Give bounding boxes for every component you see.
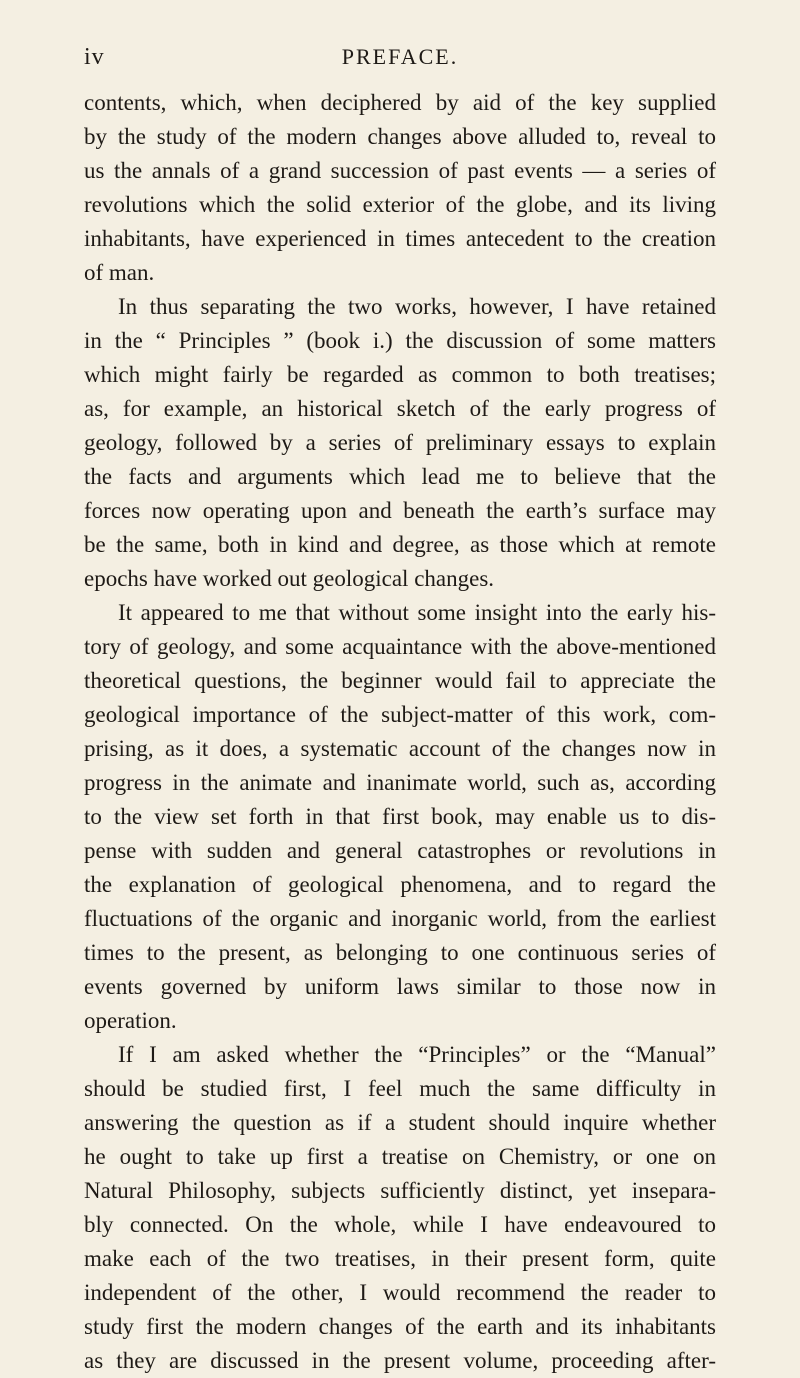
text-line: geological importance of the subject-matter of this work, com- — [84, 702, 716, 727]
text-line: make each of the two treatises, in their present form, quite — [84, 1246, 716, 1271]
text-line: be the same, both in kind and degree, as those which at remote — [84, 532, 716, 557]
text-line: which might fairly be regarded as common to both treatises; — [84, 362, 716, 387]
text-line: bly connected. On the whole, while I have endeavoured to — [84, 1212, 716, 1237]
text-line: events governed by uniform laws similar to those now in — [84, 974, 716, 999]
running-head — [84, 44, 716, 84]
text-line: independent of the other, I would recommend the reader to — [84, 1280, 716, 1305]
text-line: revolutions which the solid exterior of the globe, and its living — [84, 192, 716, 217]
page-number: iv — [84, 44, 105, 70]
text-line: operation. — [84, 1008, 177, 1033]
text-line: of man. — [84, 260, 155, 285]
text-line: theoretical questions, the beginner would fail to appreciate the — [84, 668, 716, 693]
text-line: answering the question as if a student should inquire whether — [84, 1110, 716, 1135]
paragraph-first-line: It appeared to me that without some insight into the early his- — [118, 600, 716, 625]
text-line: as, for example, an historical sketch of the early progress of — [84, 396, 716, 421]
text-line: study first the modern changes of the earth and its inhabitants — [84, 1314, 716, 1339]
text-line: should be studied first, I feel much the same difficulty in — [84, 1076, 716, 1101]
text-line: to the view set forth in that first book, may enable us to dis- — [84, 804, 716, 829]
text-line: prising, as it does, a systematic account of the changes now in — [84, 736, 716, 761]
text-line: pense with sudden and general catastrophes or revolutions in — [84, 838, 716, 863]
text-line: in the “ Principles ” (book i.) the discussion of some matters — [84, 328, 716, 353]
paragraph-first-line: In thus separating the two works, however, I have retained — [118, 294, 716, 319]
text-line: he ought to take up first a treatise on Chemistry, or one on — [84, 1144, 716, 1169]
text-line: geology, followed by a series of preliminary essays to explain — [84, 430, 716, 455]
text-line: times to the present, as belonging to one continuous series of — [84, 940, 716, 965]
text-line: tory of geology, and some acquaintance with the above-mentioned — [84, 634, 716, 659]
text-line: by the study of the modern changes above alluded to, reveal to — [84, 124, 716, 149]
text-line: as they are discussed in the present volume, proceeding after- — [84, 1348, 716, 1373]
text-line: epochs have worked out geological changes. — [84, 566, 495, 591]
text-line: contents, which, when deciphered by aid of the key supplied — [84, 90, 716, 115]
text-line: fluctuations of the organic and inorganic world, from the earliest — [84, 906, 716, 931]
body-text — [84, 86, 716, 1378]
text-line: the facts and arguments which lead me to believe that the — [84, 464, 716, 489]
text-line: forces now operating upon and beneath the earth’s surface may — [84, 498, 716, 523]
text-line: inhabitants, have experienced in times antecedent to the creation — [84, 226, 716, 251]
text-line: Natural Philosophy, subjects sufficiently distinct, yet insepara- — [84, 1178, 716, 1203]
running-title: PREFACE. — [341, 44, 459, 69]
paragraph-first-line: If I am asked whether the “Principles” or the “Manual” — [118, 1042, 716, 1067]
text-line: the explanation of geological phenomena, and to regard the — [84, 872, 716, 897]
text-line: progress in the animate and inanimate world, such as, according — [84, 770, 716, 795]
text-line: us the annals of a grand succession of past events — a series of — [84, 158, 716, 183]
